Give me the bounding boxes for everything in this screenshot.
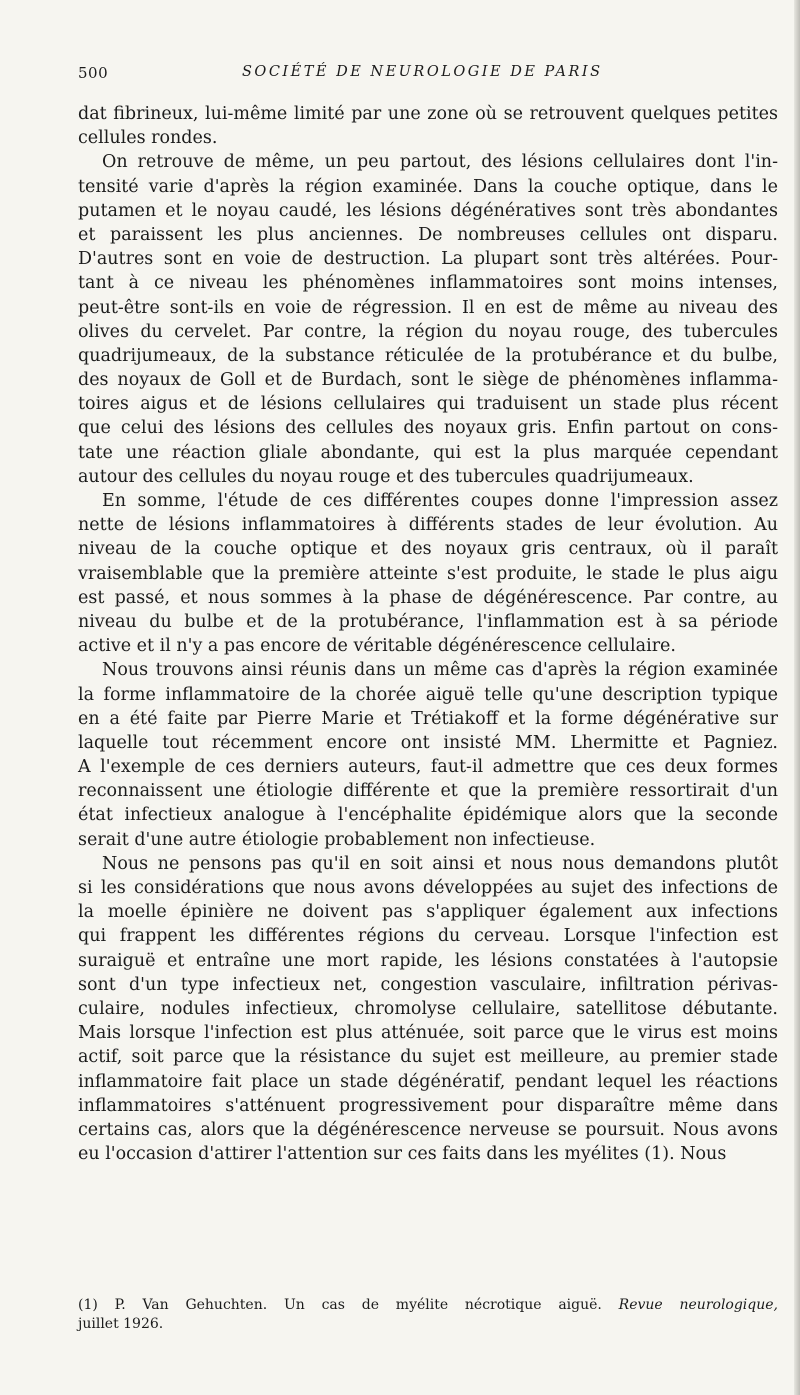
text-line: olives du cervelet. Par contre, la région du noyau rouge, des tubercules bbox=[78, 321, 778, 342]
footnote-text: Un cas de myélite nécrotique aiguë. bbox=[283, 1297, 602, 1313]
text-line: tate une réaction gliale abondante, qui est la plus marquée cependant bbox=[78, 442, 778, 463]
footnote-journal: Revue neurologique, bbox=[618, 1297, 778, 1313]
text-line: autour des cellules du noyau rouge et des tubercules quadrijumeaux. bbox=[78, 466, 694, 487]
text-line: Nous ne pensons pas qu'il en soit ainsi et nous nous demandons plutôt bbox=[102, 853, 778, 874]
text-line: active et il n'y a pas encore de véritable dégénérescence cellulaire. bbox=[78, 636, 676, 657]
footnote-date: juillet 1926. bbox=[78, 1316, 164, 1332]
running-title: SOCIÉTÉ DE NEUROLOGIE DE PARIS bbox=[242, 64, 603, 80]
text-line: reconnaissent une étiologie différente et que la première ressortirait d'un bbox=[78, 781, 778, 802]
text-line: vraisemblable que la première atteinte s'est produite, le stade le plus aigu bbox=[78, 563, 778, 584]
text-line: On retrouve de même, un peu partout, des lésions cellulaires dont l'in- bbox=[102, 152, 778, 173]
text-line: actif, soit parce que la résistance du sujet est meilleure, au premier stade bbox=[78, 1047, 778, 1068]
text-line: peut-être sont-ils en voie de régression. Il en est de même au niveau des bbox=[78, 297, 778, 318]
text-line: est passé, et nous sommes à la phase de dégénérescence. Par contre, au bbox=[78, 587, 778, 608]
text-line: la forme inflammatoire de la chorée aiguë telle qu'une description typique bbox=[78, 684, 778, 705]
text-line: toires aigus et de lésions cellulaires qui traduisent un stade plus récent bbox=[78, 394, 778, 415]
scan-edge bbox=[794, 0, 800, 1395]
text-line: en a été faite par Pierre Marie et Trétiakoff et la forme dégénérative sur bbox=[78, 708, 778, 729]
footnote-marker: (1) bbox=[78, 1297, 98, 1313]
text-line: inflammatoire fait place un stade dégénératif, pendant lequel les réactions bbox=[78, 1071, 778, 1092]
footnote-author: P. Van Gehuchten. bbox=[114, 1297, 268, 1313]
text-line: niveau du bulbe et de la protubérance, l'inflammation est à sa période bbox=[78, 611, 778, 632]
text-line: suraiguë et entraîne une mort rapide, les lésions constatées à l'autopsie bbox=[78, 950, 778, 971]
text-line: des noyaux de Goll et de Burdach, sont le siège de phénomènes inflamma- bbox=[78, 370, 778, 391]
text-line: D'autres sont en voie de destruction. La plupart sont très altérées. Pour- bbox=[78, 249, 778, 270]
body-text bbox=[78, 102, 778, 1166]
text-line: laquelle tout récemment encore ont insisté MM. Lhermitte et Pagniez. bbox=[78, 732, 778, 753]
text-line: et paraissent les plus anciennes. De nombreuses cellules ont disparu. bbox=[78, 224, 778, 245]
text-line: certains cas, alors que la dégénérescence nerveuse se poursuit. Nous avons bbox=[78, 1119, 778, 1140]
text-line: sont d'un type infectieux net, congestion vasculaire, infiltration périvas- bbox=[78, 974, 778, 995]
text-line: dat fibrineux, lui-même limité par une zone où se retrouvent quelques petites bbox=[78, 104, 778, 124]
text-line: la moelle épinière ne doivent pas s'appliquer également aux infections bbox=[78, 902, 778, 923]
text-line: nette de lésions inflammatoires à différents stades de leur évolution. Au bbox=[78, 515, 778, 536]
page-number: 500 bbox=[78, 64, 109, 82]
text-line: serait d'une autre étiologie probablement non infectieuse. bbox=[78, 829, 596, 850]
text-line: eu l'occasion d'attirer l'attention sur ces faits dans les myélites (1). Nous bbox=[78, 1144, 727, 1165]
text-line: tensité varie d'après la région examinée. Dans la couche optique, dans le bbox=[78, 176, 778, 197]
text-line: quadrijumeaux, de la substance réticulée de la protubérance et du bulbe, bbox=[78, 345, 778, 366]
text-line: si les considérations que nous avons développées au sujet des infections de bbox=[78, 878, 778, 898]
text-line: putamen et le noyau caudé, les lésions dégénératives sont très abondantes bbox=[78, 200, 778, 221]
text-line: tant à ce niveau les phénomènes inflammatoires sont moins intenses, bbox=[78, 273, 778, 294]
footnotes bbox=[78, 1296, 778, 1334]
text-line: En somme, l'étude de ces différentes coupes donne l'impression assez bbox=[102, 491, 778, 511]
text-line: niveau de la couche optique et des noyaux gris centraux, où il paraît bbox=[78, 539, 778, 560]
text-line: cellules rondes. bbox=[78, 128, 218, 149]
text-line: état infectieux analogue à l'encéphalite épidémique alors que la seconde bbox=[78, 805, 778, 826]
page-header bbox=[78, 64, 778, 88]
footnote-line bbox=[78, 1296, 778, 1315]
text-line: culaire, nodules infectieux, chromolyse cellulaire, satellitose débutante. bbox=[78, 998, 778, 1019]
text-line: inflammatoires s'atténuent progressivement pour disparaître même dans bbox=[78, 1095, 778, 1116]
text-line: Nous trouvons ainsi réunis dans un même cas d'après la région examinée bbox=[102, 660, 778, 681]
text-line: qui frappent les différentes régions du cerveau. Lorsque l'infection est bbox=[78, 926, 778, 947]
text-line: A l'exemple de ces derniers auteurs, faut-il admettre que ces deux formes bbox=[78, 757, 778, 778]
text-line: Mais lorsque l'infection est plus atténuée, soit parce que le virus est moins bbox=[78, 1023, 778, 1044]
text-line: que celui des lésions des cellules des noyaux gris. Enfin partout on cons- bbox=[78, 418, 778, 439]
